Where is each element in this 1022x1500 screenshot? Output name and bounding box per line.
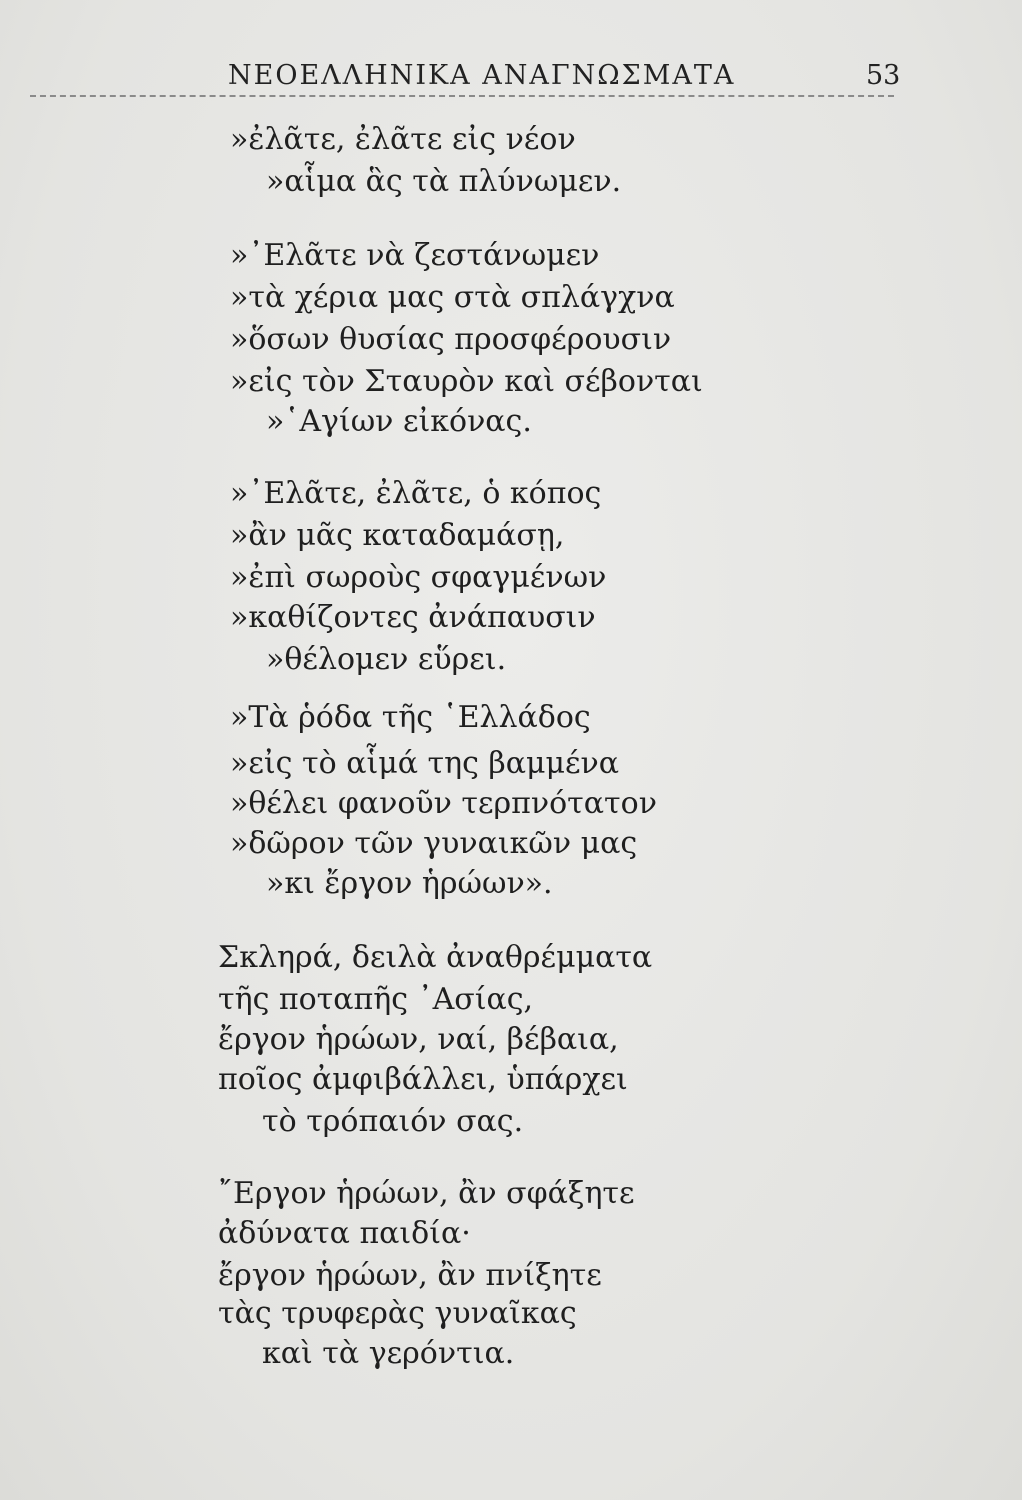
poem-line: »ἐλᾶτε, ἐλᾶτε εἰς νέον: [230, 122, 576, 157]
poem-line: »εἰς τὸν Σταυρὸν καὶ σέβονται: [230, 364, 703, 399]
poem-line: »᾿Ελᾶτε νὰ ζεστάνωμεν: [230, 238, 600, 273]
poem-line: »ἂν μᾶς καταδαμάσῃ,: [230, 518, 565, 553]
poem-line: »εἰς τὸ αἷμά της βαμμένα: [230, 746, 620, 781]
poem-line: ποῖος ἀμφιβάλλει, ὑπάρχει: [218, 1062, 628, 1097]
poem-line: »τὰ χέρια μας στὰ σπλάγχνα: [230, 280, 675, 315]
poem-line: »κι ἔργον ἡρώων».: [266, 866, 553, 901]
poem-line: »θέλει φανοῦν τερπνότατον: [230, 786, 657, 821]
poem-line: »θέλομεν εὕρει.: [266, 642, 507, 677]
poem-line: τὸ τρόπαιόν σας.: [262, 1104, 524, 1139]
poem-line: Σκληρά, δειλὰ ἀναθρέμματα: [218, 940, 653, 975]
page-number: 53: [866, 60, 901, 91]
poem-line: »Τὰ ῥόδα τῆς ῾Ελλάδος: [230, 700, 591, 735]
poem-line: »᾿Ελᾶτε, ἐλᾶτε, ὁ κόπος: [230, 476, 602, 511]
poem-line: ἔργον ἡρώων, ναί, βέβαια,: [218, 1022, 619, 1057]
poem-line: τῆς ποταπῆς ᾿Ασίας,: [218, 982, 534, 1017]
poem-line: ἔργον ἡρώων, ἂν πνίξητε: [218, 1258, 602, 1293]
poem-line: »αἷμα ἃς τὰ πλύνωμεν.: [266, 164, 622, 199]
poem-line: ἀδύνατα παιδία·: [218, 1216, 471, 1251]
poem-line: ῎Εργον ἡρώων, ἂν σφάξητε: [218, 1176, 635, 1211]
poem-line: »δῶρον τῶν γυναικῶν μας: [230, 826, 638, 861]
poem-line: καὶ τὰ γερόντια.: [262, 1336, 515, 1371]
poem-line: τὰς τρυφερὰς γυναῖκας: [218, 1296, 577, 1331]
poem-line: »καθίζοντες ἀνάπαυσιν: [230, 600, 596, 635]
poem-line: »῾Αγίων εἰκόνας.: [266, 404, 532, 439]
poem-line: »ἐπὶ σωροὺς σφαγμένων: [230, 560, 607, 595]
poem-line: »ὅσων θυσίας προσφέρουσιν: [230, 322, 672, 357]
running-head-title: ΝΕΟΕΛΛΗΝΙΚΑ ΑΝΑΓΝΩΣΜΑΤΑ: [228, 60, 736, 91]
